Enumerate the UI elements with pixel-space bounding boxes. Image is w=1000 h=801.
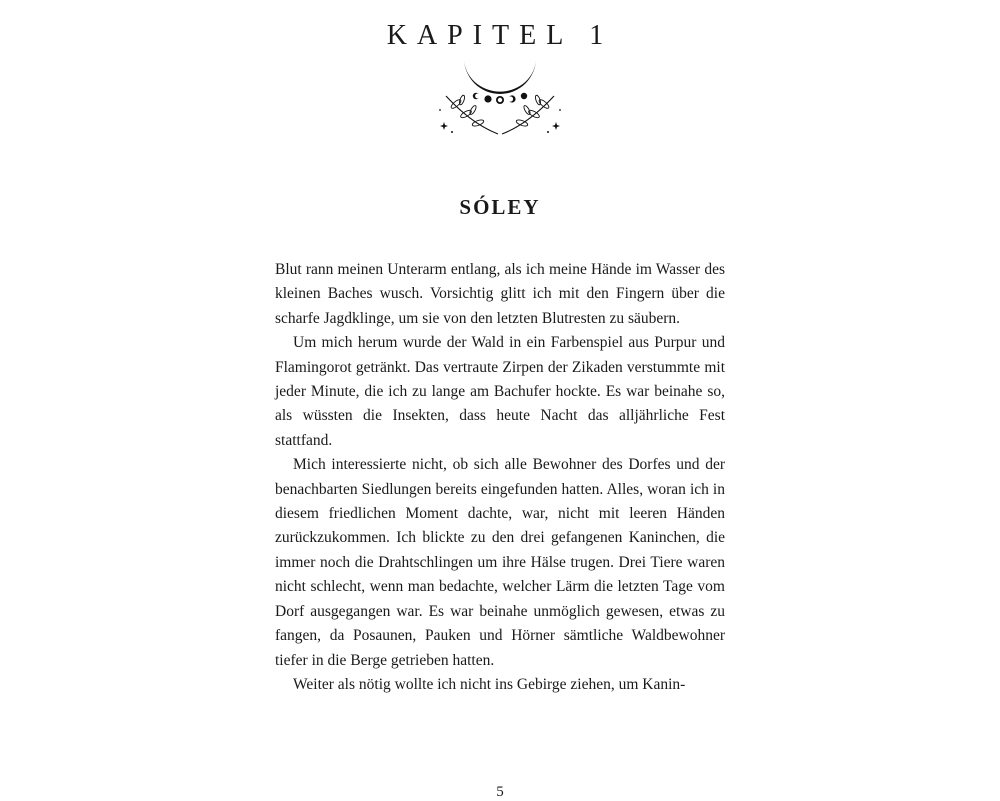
paragraph: Um mich herum wurde der Wald in ein Farbenspiel aus Purpur und Flamingorot getränkt. Das vertraute Zirpen der Zikaden verstummte mit jeder Minute, die ich zu lange am Bachufer hockte. Es war beinahe so, als wüssten die Insekten, dass heute Nacht das alljährliche Fest stattfand. [275, 334, 725, 449]
paragraph: Blut rann meinen Unterarm entlang, als ich meine Hände im Wasser des kleinen Baches wusch. Vorsichtig glitt ich mit den Fingern über die scharfe Jagdklinge, um sie von den letzten Blutresten zu säubern. [275, 261, 725, 327]
crescent-moon-ornament-icon [436, 52, 564, 138]
body-text [275, 258, 725, 697]
chapter-title: SÓLEY [459, 195, 541, 220]
paragraph: Mich interessierte nicht, ob sich alle Bewohner des Dorfes und der benachbarten Siedlungen bereits eingefunden hatten. Alles, woran ich in diesem friedlichen Moment dachte, war, nicht mit leeren Händen zurückzukommen. Ich blickte zu den drei gefangenen Kaninchen, die immer noch die Drahtschlingen um ihre Hälse trugen. Drei Tiere waren nicht schlecht, wenn man bedachte, welcher Lärm die letzten Tage vom Dorf ausgegangen war. Es war beinahe unmöglich gewesen, etwas zu fangen, da Posaunen, Pauken und Hörner sämtliche Waldbewohner tiefer in die Berge getrieben hatten. [275, 456, 725, 669]
chapter-heading: KAPITEL 1 [386, 19, 614, 51]
page-number: 5 [496, 784, 504, 800]
paragraph: Weiter als nötig wollte ich nicht ins Gebirge ziehen, um Kanin- [293, 675, 686, 693]
